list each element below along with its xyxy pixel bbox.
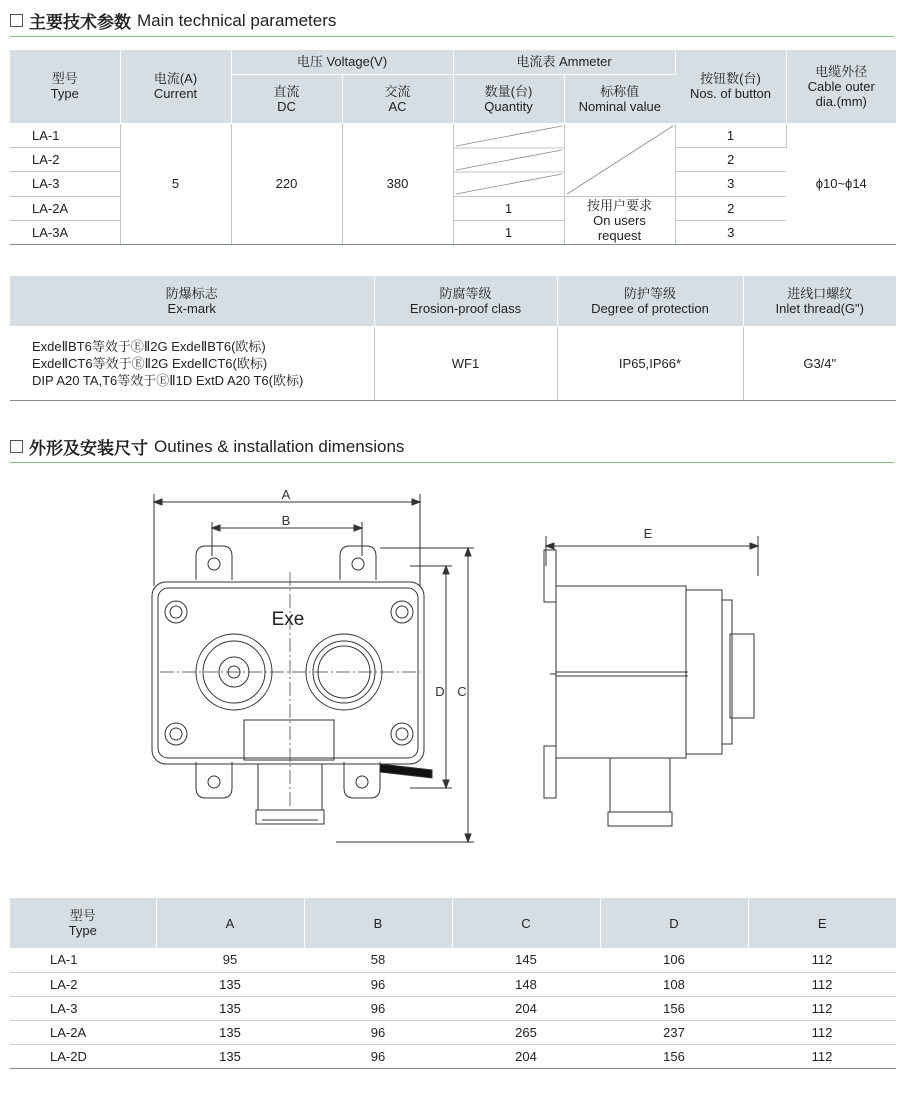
section-title-dimensions: 外形及安装尺寸 Outines & installation dimensions	[10, 434, 404, 459]
table-row: LA-1 5 220 380 1 ϕ10~ϕ14	[10, 123, 896, 147]
table-row: LA-2 2	[10, 147, 896, 171]
header-nominal: 标称值 Nominal value	[564, 74, 675, 123]
checkbox-square-icon	[10, 440, 23, 453]
header-buttons: 按钮数(台) Nos. of button	[675, 50, 786, 123]
header-b: B	[304, 898, 452, 948]
header-erosion: 防腐等级 Erosion-proof class	[374, 276, 557, 326]
section-rule	[10, 462, 894, 463]
dim-label-d: D	[435, 684, 445, 699]
checkbox-square-icon	[10, 14, 23, 27]
diagonal-hatch	[454, 124, 564, 196]
header-d: D	[600, 898, 748, 948]
nominal-empty-cell	[564, 123, 675, 196]
table-row: LA-2A 1 按用户要求 On users request 2	[10, 196, 896, 220]
diagonal-slash	[565, 124, 675, 196]
header-dc: 直流 DC	[231, 74, 342, 123]
section-title-technical: 主要技术参数 Main technical parameters	[10, 8, 336, 33]
technical-parameters-table	[10, 50, 896, 245]
table-row: LA-3 135 96 204 156 112	[10, 996, 896, 1020]
dim-label-a: A	[281, 487, 291, 502]
exmark-cell: ExdeⅡBT6等效于ⒺⅡ2G ExdeⅡBT6(欧标) ExdeⅡCT6等效于ⒺⅡ2G ExdeⅡCT6(欧标) DIP A20 TA,T6等效于ⒺⅡ1D ExtD A20 T6(欧标)	[10, 326, 374, 400]
header-cable: 电缆外径 Cable outer dia.(mm)	[786, 50, 896, 123]
dim-label-b: B	[281, 513, 291, 528]
table-row: LA-2A 135 96 265 237 112	[10, 1020, 896, 1044]
header-quantity: 数量(台) Quantity	[453, 74, 564, 123]
header-ammeter: 电流表 Ammeter	[453, 50, 675, 74]
dim-label-c: C	[457, 684, 467, 699]
section-rule	[10, 36, 894, 37]
header-thread: 进线口螺纹 Inlet thread(G")	[743, 276, 896, 326]
header-c: C	[452, 898, 600, 948]
header-a: A	[156, 898, 304, 948]
header-exmark: 防爆标志 Ex-mark	[10, 276, 374, 326]
exe-label: Exe	[271, 609, 305, 630]
header-e: E	[817, 915, 827, 931]
table-row: LA-2D 135 96 204 156 112	[10, 1044, 896, 1068]
table-row: LA-2 135 96 148 108 112	[10, 972, 896, 996]
ex-mark-table	[10, 276, 896, 401]
header-ac: 交流 AC	[342, 74, 453, 123]
nominal-value-cell: 按用户要求 On users request	[564, 196, 675, 244]
header-type: 型号 Type	[10, 50, 120, 123]
header-current: 电流(A) Current	[120, 50, 231, 123]
header-voltage: 电压 Voltage(V)	[231, 50, 453, 74]
header-protection: 防护等级 Degree of protection	[557, 276, 743, 326]
dim-label-e: E	[643, 526, 653, 541]
table-row: LA-3A 1 3	[10, 220, 896, 244]
table-row: LA-1 95 58 145 106 112	[10, 948, 896, 972]
installation-drawing	[140, 476, 780, 861]
quantity-empty-cell	[453, 123, 564, 196]
table-row: ExdeⅡBT6等效于ⒺⅡ2G ExdeⅡBT6(欧标) ExdeⅡCT6等效于ⒺⅡ2G ExdeⅡCT6(欧标) DIP A20 TA,T6等效于ⒺⅡ1D ExtD A20 T6(欧标) WF1 IP65,IP66* G3/4"	[10, 326, 896, 400]
table-row: LA-3 3	[10, 172, 896, 196]
dimensions-table	[10, 898, 896, 1069]
header-type: 型号 Type	[10, 898, 156, 948]
